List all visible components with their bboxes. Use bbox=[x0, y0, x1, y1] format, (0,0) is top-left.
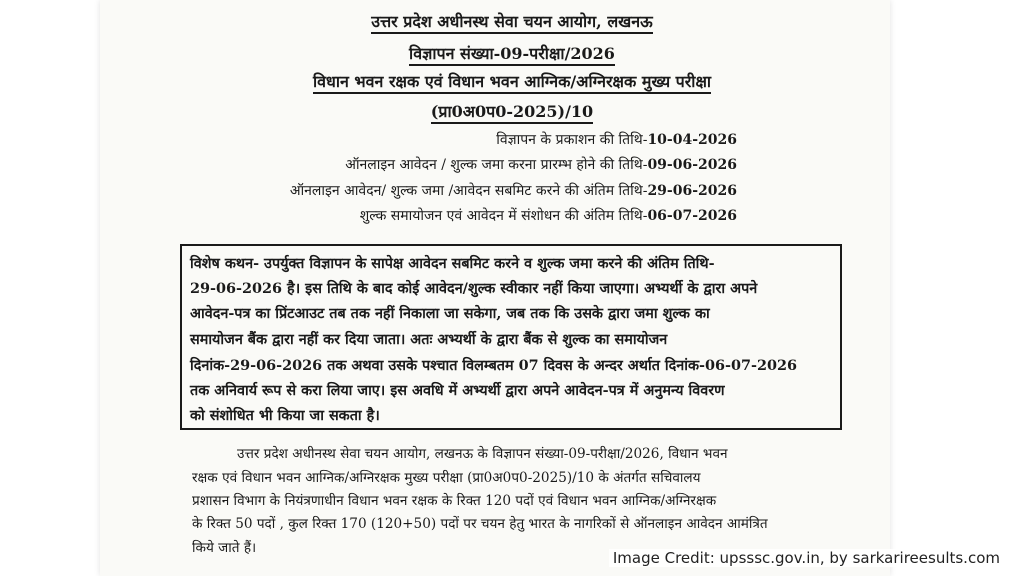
date-line: शुल्क समायोजन एवं आवेदन में संशोधन की अंतिम तिथि-06-07-2026 bbox=[359, 208, 737, 224]
notice-line: समायोजन बैंक द्वारा नहीं कर दिया जाता। अतः अभ्यर्थी के द्वारा बैंक से शुल्क का समायोजन bbox=[190, 331, 668, 348]
notice-line: विशेष कथन- उपर्युक्त विज्ञापन के सापेक्ष आवेदन सबमिट करने व शुल्क जमा करने की अंतिम तिथि- bbox=[190, 255, 715, 272]
notice-line: आवेदन-पत्र का प्रिंटआउट तब तक नहीं निकाला जा सकेगा, जब तक कि उसके द्वारा जमा शुल्क का bbox=[190, 305, 710, 322]
image-credit: Image Credit: upsssc.gov.in, by sarkarireesults.com bbox=[609, 549, 1004, 567]
date-line: विज्ञापन के प्रकाशन की तिथि-10-04-2026 bbox=[496, 132, 737, 148]
notice-line: तक अनिवार्य रूप से करा लिया जाए। इस अवधि में अभ्यर्थी द्वारा अपने आवेदन-पत्र में अनुमन्य विवरण bbox=[190, 382, 725, 399]
body-line: प्रशासन विभाग के नियंत्रणाधीन विधान भवन रक्षक के रिक्त 120 पदों एवं विधान भवन आग्निक/अग्निरक्षक bbox=[192, 493, 717, 509]
body-line: के रिक्त 50 पदों , कुल रिक्त 170 (120+50) पदों पर चयन हेतु भारत के नागरिकों से ऑनलाइन आवेदन आमंत्रित bbox=[192, 516, 768, 532]
advertisement-number: विज्ञापन संख्या-09-परीक्षा/2026 bbox=[0, 42, 1024, 64]
exam-title: विधान भवन रक्षक एवं विधान भवन आग्निक/अग्निरक्षक मुख्य परीक्षा bbox=[0, 70, 1024, 92]
notice-line: को संशोधित भी किया जा सकता है। bbox=[190, 407, 380, 424]
org-title: उत्तर प्रदेश अधीनस्थ सेवा चयन आयोग, लखनऊ bbox=[0, 10, 1024, 32]
body-line: उत्तर प्रदेश अधीनस्थ सेवा चयन आयोग, लखनऊ के विज्ञापन संख्या-09-परीक्षा/2026, विधान भवन bbox=[237, 446, 728, 462]
body-line: रक्षक एवं विधान भवन आग्निक/अग्निरक्षक मुख्य परीक्षा (प्रा0अ0प0-2025)/10 के अंतर्गत सचिवालय bbox=[192, 470, 701, 486]
exam-code: (प्रा0अ0प0-2025)/10 bbox=[0, 100, 1024, 122]
notice-line: दिनांक-29-06-2026 तक अथवा उसके पश्चात विलम्बतम 07 दिवस के अन्दर अर्थात दिनांक-06-07-2026 bbox=[190, 357, 798, 374]
body-line: किये जाते हैं। bbox=[192, 540, 257, 556]
date-line: ऑनलाइन आवेदन / शुल्क जमा करना प्रारम्भ होने की तिथि-09-06-2026 bbox=[345, 157, 737, 173]
date-line: ऑनलाइन आवेदन/ शुल्क जमा /आवेदन सबमिट करने की अंतिम तिथि-29-06-2026 bbox=[289, 183, 737, 199]
notice-line: 29-06-2026 है। इस तिथि के बाद कोई आवेदन/शुल्क स्वीकार नहीं किया जाएगा। अभ्यर्थी के द्वारा अपने bbox=[190, 280, 758, 297]
